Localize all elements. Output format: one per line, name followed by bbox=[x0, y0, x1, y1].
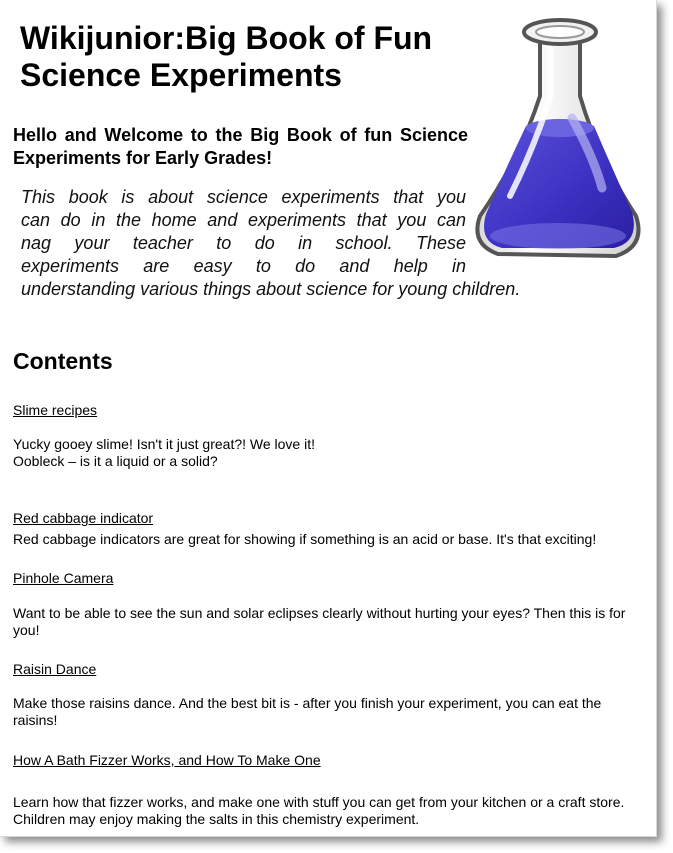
contents-item-red-cabbage bbox=[13, 510, 645, 527]
welcome-heading: Hello and Welcome to the Big Book of fun Science Experiments for Early Grades! bbox=[13, 125, 468, 168]
intro-line: experiments are easy to do and help in bbox=[21, 256, 466, 276]
contents-item-slime-recipes bbox=[13, 402, 645, 419]
description-line: Learn how that fizzer works, and make one with stuff you can get from your kitchen or a craft store. Children may enjoy making the salts in this chemistry experiment. bbox=[13, 794, 625, 827]
title-line-2: Science Experiments bbox=[20, 57, 342, 93]
contents-heading: Contents bbox=[13, 348, 113, 374]
contents-description-red-cabbage bbox=[13, 531, 645, 548]
title-line-1: Wikijunior:Big Book of Fun bbox=[20, 20, 433, 56]
contents-link-bath-fizzer[interactable]: How A Bath Fizzer Works, and How To Make One bbox=[13, 752, 321, 768]
contents-link-pinhole-camera[interactable]: Pinhole Camera bbox=[13, 570, 114, 586]
intro-line: nag your teacher to do in school. These bbox=[21, 233, 466, 253]
contents-description-pinhole-camera bbox=[13, 605, 645, 639]
description-line: Make those raisins dance. And the best bit is - after you finish your experiment, you can eat the raisins! bbox=[13, 695, 602, 728]
intro-line: can do in the home and experiments that you can bbox=[21, 210, 466, 230]
description-line: Red cabbage indicators are great for showing if something is an acid or base. It's that exciting! bbox=[13, 531, 597, 547]
page-title bbox=[20, 20, 490, 94]
intro-paragraph bbox=[21, 186, 581, 301]
intro-line: understanding various things about science for young children. bbox=[21, 279, 521, 299]
contents-description-slime bbox=[13, 436, 645, 470]
description-line: Want to be able to see the sun and solar eclipses clearly without hurting your eyes? Then this is for you! bbox=[13, 605, 626, 638]
contents-description-raisin-dance bbox=[13, 695, 645, 729]
contents-description-bath-fizzer bbox=[13, 794, 645, 828]
contents-link-slime-recipes[interactable]: Slime recipes bbox=[13, 402, 98, 418]
contents-item-bath-fizzer bbox=[13, 752, 645, 769]
description-line: Yucky gooey slime! Isn't it just great?! We love it! bbox=[13, 436, 315, 452]
contents-link-raisin-dance[interactable]: Raisin Dance bbox=[13, 661, 97, 677]
description-line: Oobleck – is it a liquid or a solid? bbox=[13, 453, 218, 469]
intro-line: This book is about science experiments that you bbox=[21, 187, 466, 207]
contents-item-pinhole-camera bbox=[13, 570, 645, 587]
contents-item-raisin-dance bbox=[13, 661, 645, 678]
contents-link-red-cabbage[interactable]: Red cabbage indicator bbox=[13, 510, 154, 526]
